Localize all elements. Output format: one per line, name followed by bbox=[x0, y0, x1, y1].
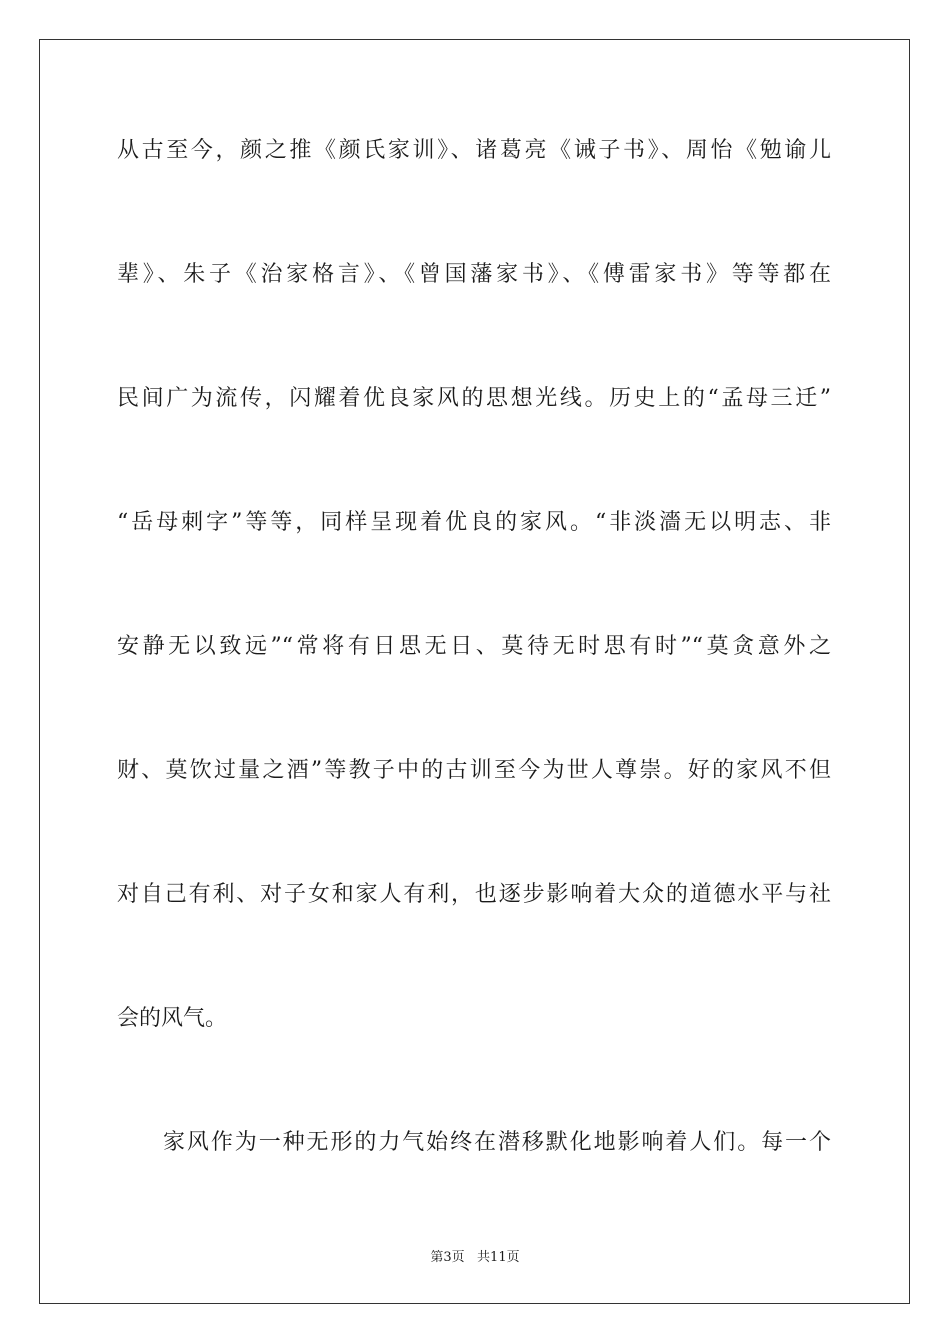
paragraph-line: 从古至今，颜之推《颜氏家训》、诸葛亮《诫子书》、周怡《勉谕儿 bbox=[117, 138, 831, 163]
paragraph-line: “岳母刺字”等等，同样呈现着优良的家风。“非淡濇无以明志、非 bbox=[117, 510, 831, 535]
paragraph-line: 家风作为一种无形的力气始终在潜移默化地影响着人们。每一个 bbox=[163, 1130, 831, 1155]
paragraph-line: 辈》、朱子《治家格言》、《曾国藩家书》、《傅雷家书》等等都在 bbox=[117, 262, 831, 287]
paragraph-line: 会的风气。 bbox=[117, 1006, 228, 1031]
page-number-footer: 第3页 共11页 bbox=[430, 1250, 520, 1265]
paragraph-line: 对自己有利、对子女和家人有利，也逐步影响着大众的道德水平与社 bbox=[117, 882, 831, 907]
paragraph-line: 安静无以致远”“常将有日思无日、莫待无时思有时”“莫贪意外之 bbox=[117, 634, 831, 659]
paragraph-line: 财、莫饮过量之酒”等教子中的古训至今为世人尊崇。好的家风不但 bbox=[117, 758, 831, 783]
paragraph-line: 民间广为流传，闪耀着优良家风的思想光线。历史上的“孟母三迁” bbox=[117, 386, 831, 411]
page-border bbox=[39, 39, 910, 1304]
